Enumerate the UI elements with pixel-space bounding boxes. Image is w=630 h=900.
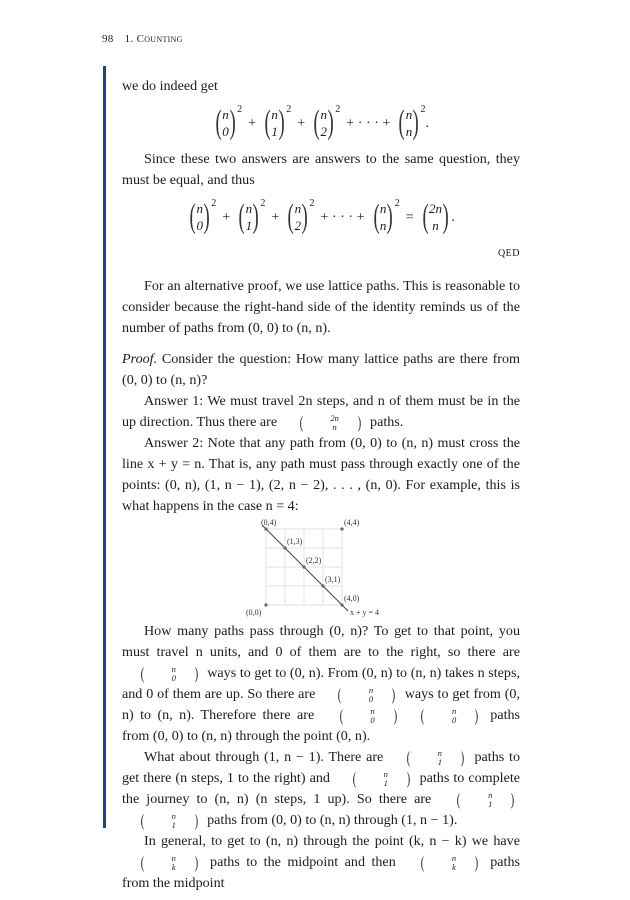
paragraph-5: Answer 1: We must travel 2n steps, and n of them must be in the up direction. Thus there are ( 2n n ) paths. [122,393,520,432]
paragraph-7: How many paths pass through (0, n)? To get to that point, you must travel n units, and 0 of them are to the right, so there are ( n 0 ) ways to get to (0, n). From (0, n) to (n, n) takes n steps, and 0 of them are up. So there are ( n 0 ) ways to get from (0, n) to (n, n). Therefore there are ( n 0 ) ( n 0 ) paths from (0, 0) to (n, n) through the point (0, n). [122,623,521,744]
small-binom-n-k: ( n k ) [420,852,479,872]
small-binom-n-0: ( n 0 ) [337,684,396,704]
paragraph-6: Answer 2: Note that any path from (0, 0) to (n, n) must cross the line x + y = n. That is, any path must pass through exactly one of the points: (0, n), (1, n − 1), (2, n − 2), . . . , (n, 0). For example, this is what happens in the case n = 4: [122,435,520,514]
small-binom-n-0: ( n 0 ) [339,705,397,725]
paragraph-9: In general, to get to (n, n) through the point (k, n − k) we have ( n k ) paths to the midpoint and then ( n k ) paths from the midpoint [122,833,520,891]
binom-n-2-squared: ( n 2 ) 2 [313,103,341,141]
paragraph-1: we do indeed get [122,78,218,94]
label-line: x + y = 4 [350,608,380,617]
point-2-2 [302,565,305,568]
binom-n-0-squared: ( n 0 ) 2 [215,103,243,141]
binom-n-1-squared: ( n 1 ) 2 [238,197,266,235]
point-1-3 [283,546,286,549]
small-binom-n-k: ( n k ) [140,852,199,872]
point-0-0 [264,603,267,606]
lattice-figure [246,519,396,619]
label-4-4: (4,4) [344,519,360,527]
page-body [122,76,520,894]
paragraph-4: Proof. Consider the question: How many lattice paths are there from (0, 0) to (n, n)? [122,351,520,388]
paragraph-8: What about through (1, n − 1). There are ( n 1 ) paths to get there (n steps, 1 to the right) and ( n 1 ) paths to complete the journey to (n, n) (n steps, 1 up). So there are ( n 1 ) ( n 1 ) paths from (0, 0) to (n, n) through (1, n − 1). [122,747,520,830]
binom-n-1-squared: ( n 1 ) 2 [264,103,292,141]
label-4-0: (4,0) [344,594,360,603]
binom-2n-n: ( 2n n ) [422,198,449,235]
small-binom-n-0: ( n 0 ) [421,705,479,725]
paragraph-2: Since these two answers are answers to the same question, they must be equal, and thus [122,151,520,188]
label-1-3: (1,3) [287,537,303,546]
small-binom-2n-n: ( 2n n ) [299,412,361,432]
small-binom-n-1: ( n 1 ) [352,768,411,788]
margin-bar [103,66,106,828]
label-3-1: (3,1) [325,575,341,584]
point-0-4 [264,527,267,530]
small-binom-n-1: ( n 1 ) [140,810,199,830]
small-binom-n-1: ( n 1 ) [457,789,515,809]
qed-mark: QED [497,248,520,259]
label-2-2: (2,2) [306,556,322,565]
binom-n-n-squared: ( n n ) 2 [373,197,400,235]
equation-sum-of-squares: ( n 0 ) 2 + ( n 1 ) 2 + ( n 2 ) 2 + · · · + ( n n ) 2 . [122,103,520,143]
label-0-4: (0,4) [261,519,277,527]
point-3-1 [321,584,324,587]
paragraph-3: For an alternative proof, we use lattice paths. This is reasonable to consider because the right-hand side of the identity reminds us of the number of paths from (0, 0) to (n, n). [122,278,520,336]
page-number: 98 [102,33,114,45]
label-0-0: (0,0) [246,608,262,617]
equation-identity: ( n 0 ) 2 + ( n 1 ) 2 + ( n 2 ) 2 + · · · + ( n n ) 2 = ( 2n n ) . [122,197,520,237]
running-header [102,33,183,45]
binom-n-n-squared: ( n n ) 2 [398,103,426,141]
binom-n-2-squared: ( n 2 ) 2 [287,197,315,235]
point-4-4 [340,527,343,530]
chapter-title: 1. Counting [124,33,183,45]
binom-n-0-squared: ( n 0 ) 2 [189,197,217,235]
proof-label: Proof. [122,351,158,367]
small-binom-n-1: ( n 1 ) [406,747,465,767]
small-binom-n-0: ( n 0 ) [140,663,199,683]
point-4-0 [340,603,343,606]
